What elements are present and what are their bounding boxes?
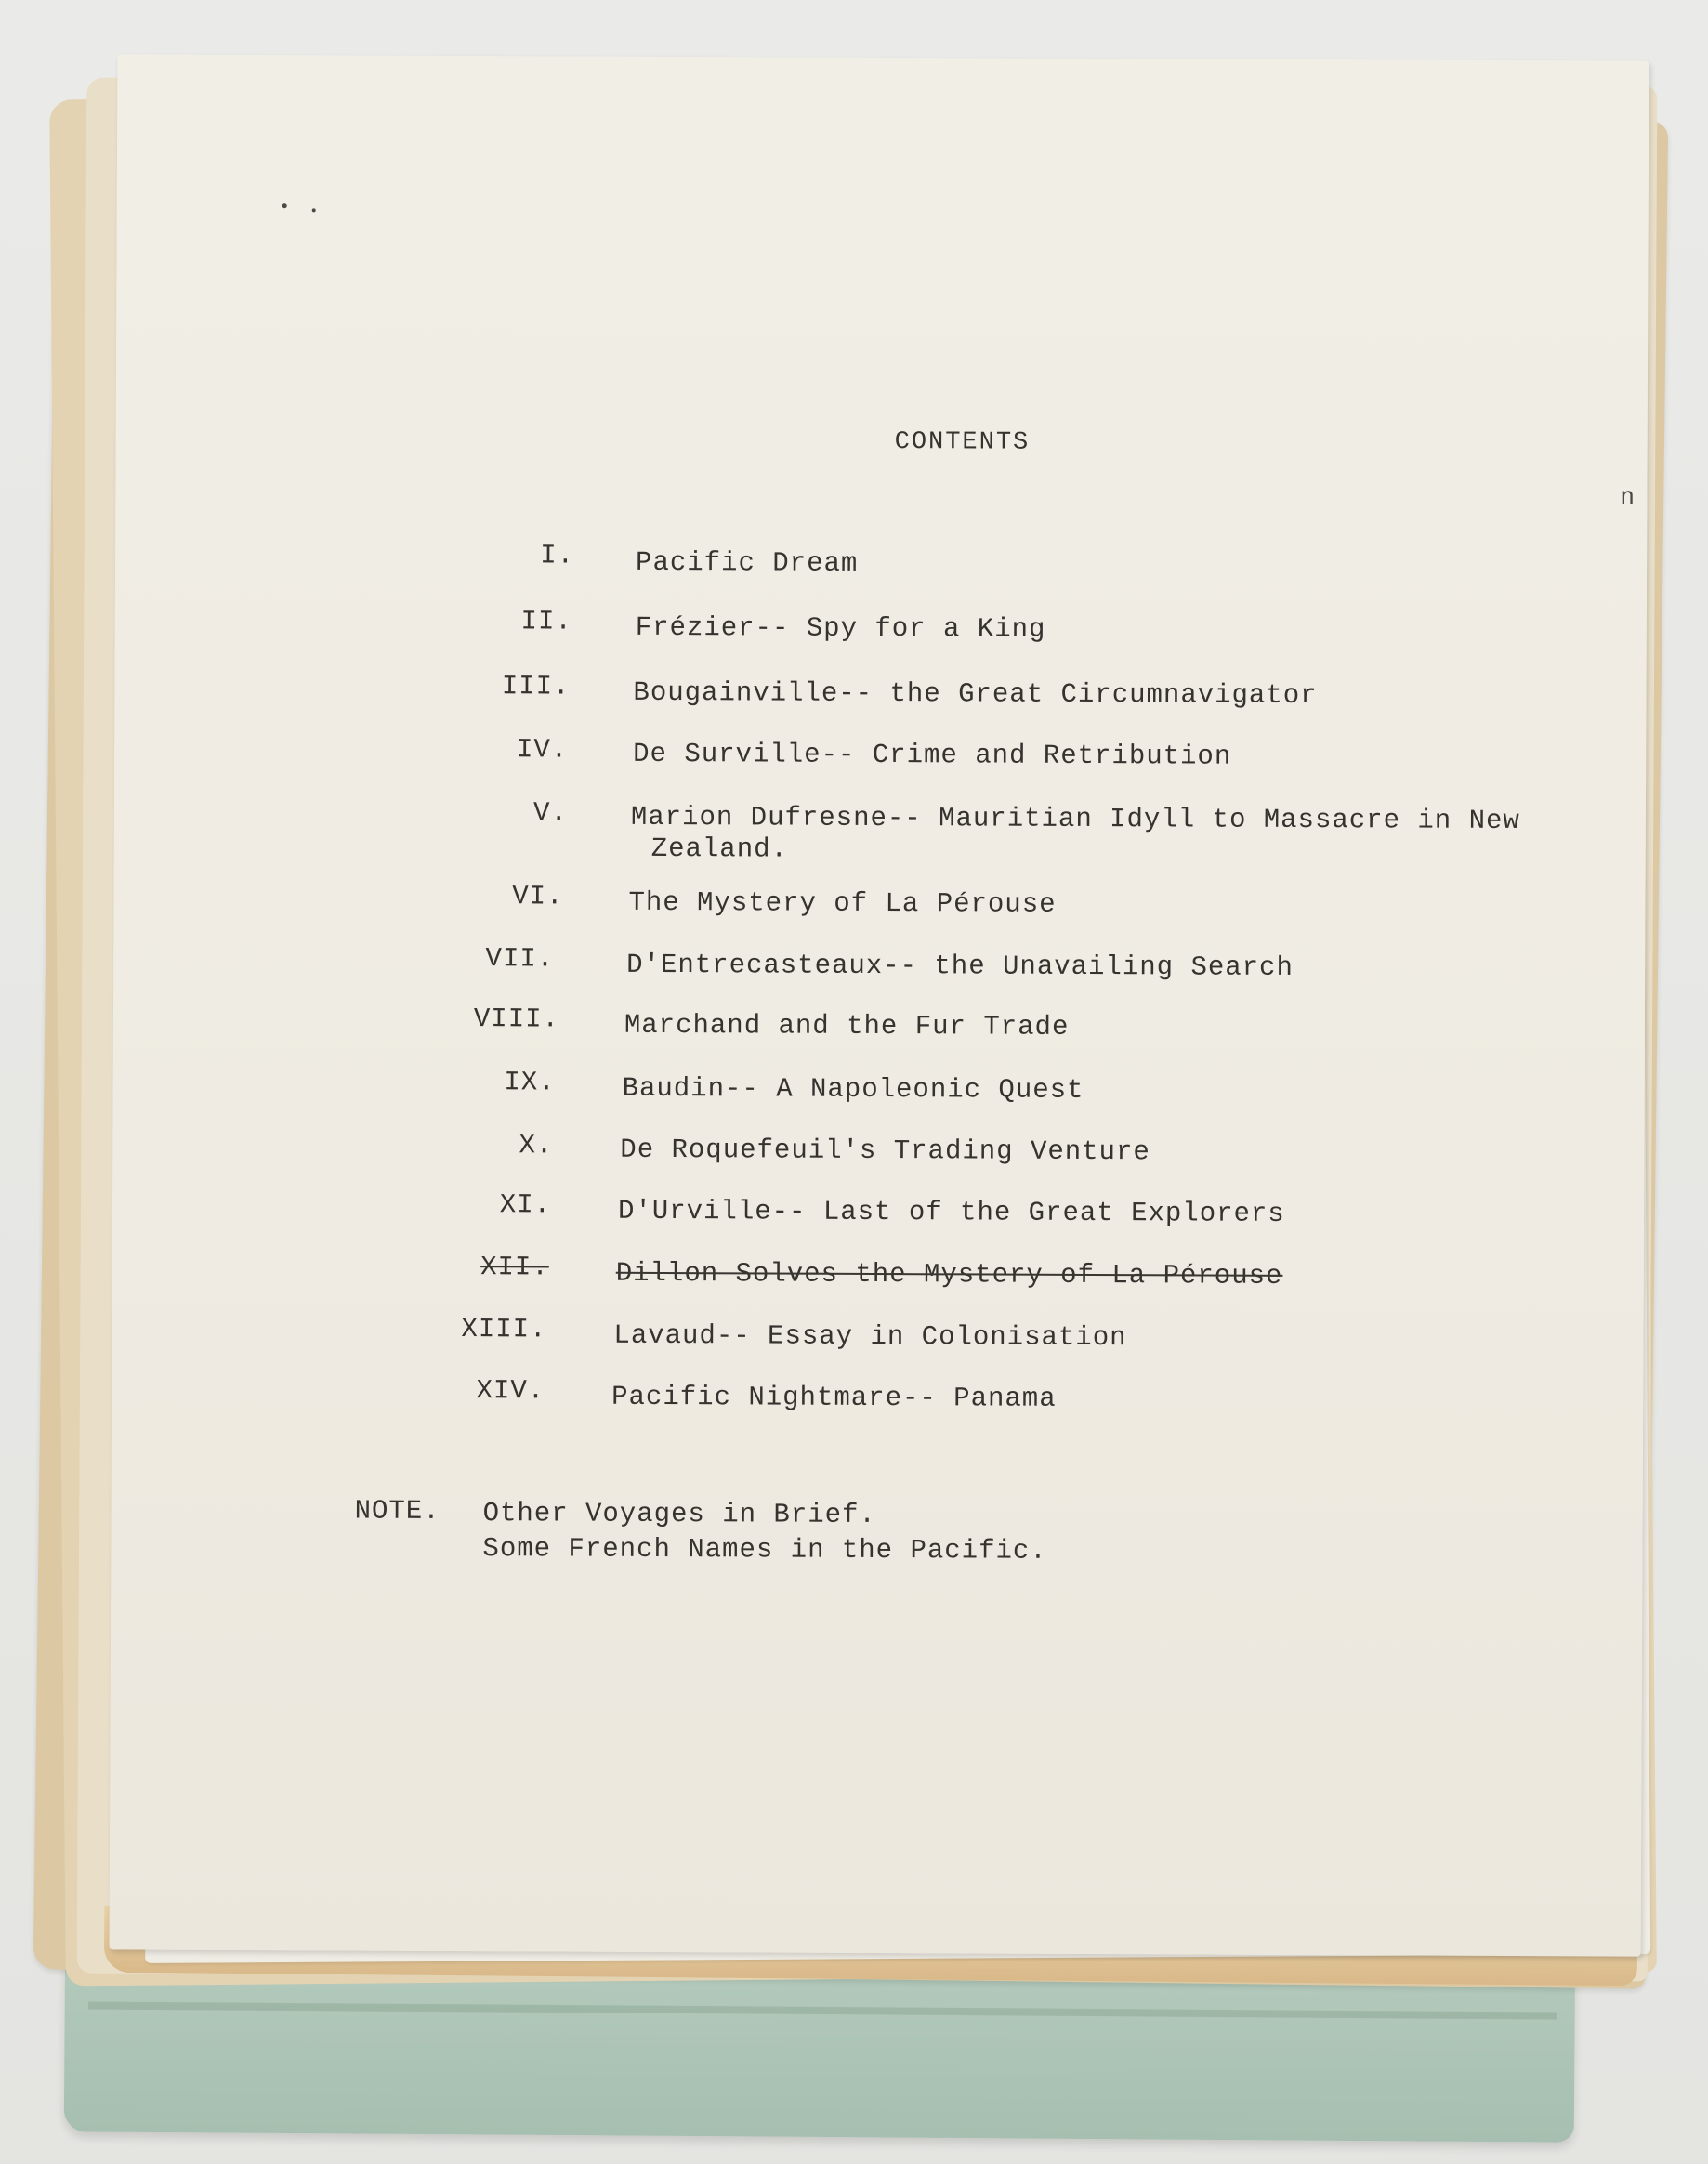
entry-number: VI. [512, 881, 564, 912]
entry-number: V. [533, 797, 568, 829]
entry-number: III. [501, 671, 571, 702]
entry-title: De Roquefeuil's Trading Venture [620, 1134, 1150, 1168]
note-line: Some French Names in the Pacific. [482, 1533, 1047, 1567]
entry-title: Bougainville-- the Great Circumnavigator [633, 676, 1318, 712]
entry-title: Pacific Dream [636, 546, 859, 579]
entry-number: I. [540, 540, 575, 571]
entry-number: X. [519, 1130, 554, 1161]
entry-title: Marion Dufresne-- Mauritian Idyll to Massacre in New [630, 801, 1520, 837]
entry-number: XI. [499, 1189, 552, 1221]
ink-speck [282, 203, 287, 208]
entry-title: Lavaud-- Essay in Colonisation [613, 1319, 1127, 1354]
entry-title: Frézier-- Spy for a King [635, 611, 1046, 645]
entry-number: XIII. [461, 1314, 547, 1345]
contents-page [110, 54, 1649, 1956]
entry-title: De Surville-- Crime and Retribution [633, 738, 1232, 772]
entry-title-struck: Dillon Solves the Mystery of La Pérouse [615, 1257, 1283, 1292]
entry-number: IV. [516, 734, 569, 766]
note-line: Other Voyages in Brief. [482, 1498, 876, 1530]
entry-number: XIV. [476, 1375, 545, 1407]
entry-title: The Mystery of La Pérouse [628, 886, 1057, 920]
entry-title: Baudin-- A Napoleonic Quest [622, 1072, 1084, 1106]
entry-number: VIII. [473, 1003, 560, 1035]
entry-title-continuation: Zealand. [650, 833, 789, 865]
contents-title: CONTENTS [894, 428, 1031, 457]
entry-number: VII. [485, 943, 555, 975]
entry-number: IX. [504, 1067, 556, 1098]
entry-number-struck: XII. [480, 1252, 549, 1283]
underlying-page-edge-letter: n [1620, 483, 1636, 511]
ink-speck [312, 208, 316, 212]
entry-title: D'Entrecasteaux-- the Unavailing Search [626, 949, 1294, 983]
note-label: NOTE. [354, 1495, 440, 1527]
entry-title: Pacific Nightmare-- Panama [611, 1381, 1057, 1414]
entry-number: II. [520, 606, 572, 637]
entry-title: D'Urville-- Last of the Great Explorers [617, 1195, 1285, 1229]
entry-title: Marchand and the Fur Trade [624, 1009, 1070, 1043]
